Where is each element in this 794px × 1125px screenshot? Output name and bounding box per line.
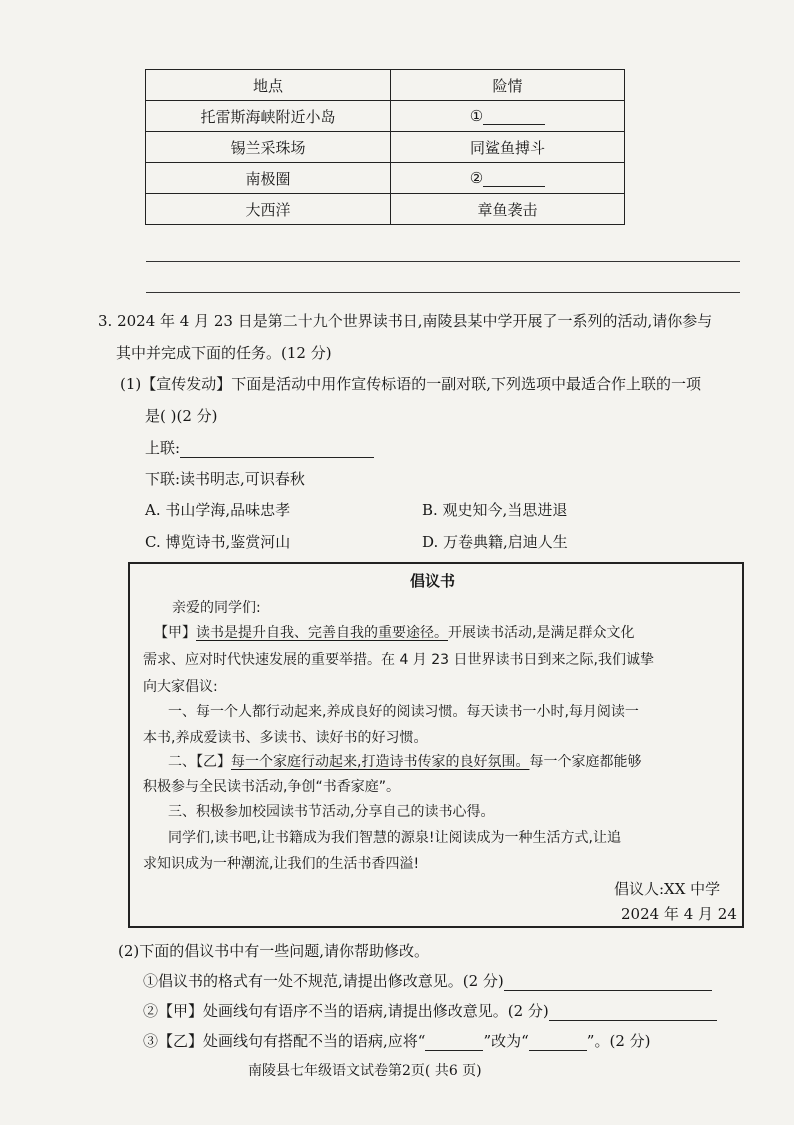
question-text: 3. 2024 年 4 月 23 日是第二十九个世界读书日,南陵县某中学开展了一系列的活动,请你参与 [98,312,713,330]
proposal-text: 一、每一个人都行动起来,养成良好的阅读习惯。每天读书一小时,每月阅读一 [168,704,639,720]
proposal-paragraph: 二、【乙】每一个家庭行动起来,打造诗书传家的良好氛围。每一个家庭都能够 [168,754,642,770]
proposal-text: 同学们,读书吧,让书籍成为我们智慧的源泉!让阅读成为一种生活方式,让追 [168,830,621,846]
answer-line[interactable] [146,261,740,262]
yi-sentence: 每一个家庭行动起来,打造诗书传家的良好氛围。 [231,754,530,770]
answer-blank[interactable] [504,974,712,991]
option-c[interactable]: C. 博览诗书,鉴赏河山 [145,533,291,551]
option-b[interactable]: B. 观史知今,当思进退 [422,501,568,519]
proposal-text: 三、积极参加校园读书节活动,分享自己的读书心得。 [168,804,495,820]
proposal-text: 积极参与全民读书活动,争创“书香家庭”。 [143,779,400,795]
proposal-signer: 倡议人:XX 中学 [614,880,721,898]
table-cell: 锡兰采珠场 [146,132,391,163]
proposal-title: 倡议书 [410,572,456,590]
jia-sentence: 读书是提升自我、完善自我的重要途径。 [196,625,448,641]
table-row [146,101,625,132]
answer-blank[interactable] [425,1034,483,1051]
subquestion-text: (2)下面的倡议书中有一些问题,请你帮助修改。 [118,942,430,960]
upper-couplet-label: 上联: [145,437,374,458]
question-text: 其中并完成下面的任务。(12 分) [116,344,332,362]
answer-line[interactable] [146,292,740,293]
blank-marker: ② [469,169,484,187]
subquestion-text: (1)【宣传发动】下面是活动中用作宣传标语的一副对联,下列选项中最适合作上联的一项 [120,375,702,393]
table-cell: 大西洋 [146,194,391,225]
yi-mark: 【乙】 [196,754,231,770]
answer-blank[interactable] [529,1034,587,1051]
proposal-text: 需求、应对时代快速发展的重要举措。在 4 月 23 日世界读书日到来之际,我们诚挚 [143,652,654,668]
upper-couplet-blank[interactable] [180,441,374,458]
answer-blank[interactable] [549,1004,717,1021]
table-header: 险情 [391,70,625,101]
table-row [146,132,625,163]
proposal-text: 向大家倡议: [143,679,218,695]
option-a[interactable]: A. 书山学海,品味忠孝 [145,501,291,519]
answer-blank[interactable] [483,108,545,125]
lower-couplet: 下联:读书明志,可识春秋 [145,470,305,488]
table-cell: 章鱼袭击 [391,194,625,225]
places-table [145,69,625,225]
proposal-paragraph: 【甲】读书是提升自我、完善自我的重要途径。开展读书活动,是满足群众文化 [154,625,635,641]
table-cell: 同鲨鱼搏斗 [391,132,625,163]
subquestion-text: 是( )(2 分) [145,407,218,425]
table-cell: 南极圈 [146,163,391,194]
proposal-text: 本书,养成爱读书、多读书、读好书的好习惯。 [143,730,428,746]
proposal-text: 求知识成为一种潮流,让我们的生活书香四溢! [143,856,420,872]
revision-item-2: ②【甲】处画线句有语序不当的语病,请提出修改意见。(2 分) [143,1000,717,1021]
table-row [146,163,625,194]
table-header-row [146,70,625,101]
table-cell [391,163,625,194]
blank-marker: ① [469,107,484,125]
proposal-date: 2024 年 4 月 24 [621,905,737,923]
jia-mark: 【甲】 [154,625,196,641]
table-row [146,194,625,225]
option-d[interactable]: D. 万卷典籍,启迪人生 [422,533,568,551]
table-cell: 托雷斯海峡附近小岛 [146,101,391,132]
table-cell [391,101,625,132]
answer-blank[interactable] [483,170,545,187]
proposal-greeting: 亲爱的同学们: [172,600,261,616]
page-footer: 南陵县七年级语文试卷第2页( 共6 页) [248,1063,482,1079]
table-header: 地点 [146,70,391,101]
revision-item-1: ①倡议书的格式有一处不规范,请提出修改意见。(2 分) [143,970,712,991]
revision-item-3: ③【乙】处画线句有搭配不当的语病,应将“ ”改为“ ”。(2 分) [143,1032,651,1050]
